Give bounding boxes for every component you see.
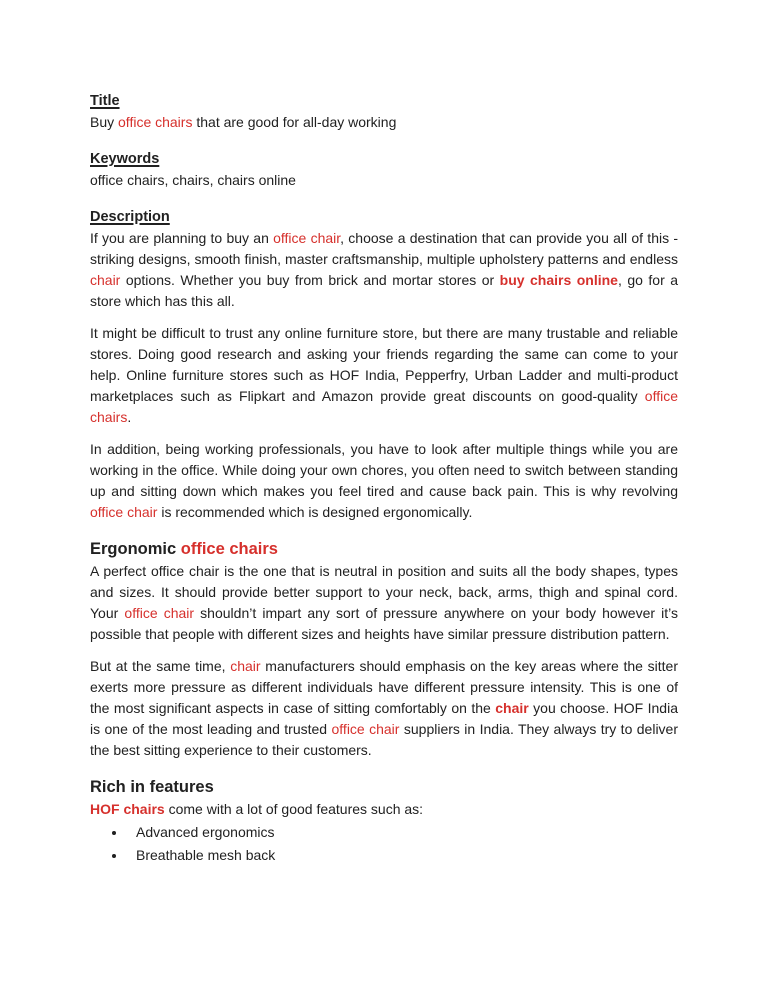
keyword-office-chair: office chair (273, 230, 341, 246)
text-segment: In addition, being working professionals, you have to look after multiple things while you are working in the office. While doing your own chores, you often need to switch between standing up and sitting down which makes you feel tired and cause back pain. This is why revolving (90, 441, 678, 499)
description-paragraph-2 (90, 323, 678, 428)
keyword-buy-chairs-online: buy chairs online (499, 272, 618, 288)
keyword-chair: chair (90, 272, 121, 288)
text-segment: , go for a store which has this all. (90, 272, 679, 309)
keyword-office-chairs: office chairs (90, 388, 678, 425)
section-features (90, 776, 678, 866)
keywords-heading: Keywords (90, 151, 160, 167)
ergonomic-paragraph-2 (90, 656, 678, 761)
text-segment: suppliers in India. They always try to deliver the best sitting experience to their customers. (90, 721, 679, 758)
text-segment: come with a lot of good features such as: (164, 801, 424, 817)
section-keywords (90, 148, 678, 191)
keyword-office-chairs: office chairs (118, 114, 193, 130)
ergonomic-heading (90, 538, 678, 561)
heading-text: Ergonomic (90, 540, 181, 558)
list-item: • Advanced ergonomics (127, 822, 678, 843)
text-segment: options. Whether you buy from brick and mortar stores or (120, 272, 500, 288)
list-item: • Breathable mesh back (127, 845, 678, 866)
description-paragraph-1 (90, 228, 678, 312)
keyword-hof-chairs: HOF chairs (90, 801, 165, 817)
title-text (90, 112, 678, 133)
keyword-office-chairs: office chairs (180, 540, 278, 558)
keyword-office-chair: office chair (124, 605, 195, 621)
text-segment: It might be difficult to trust any online furniture store, but there are many trustable and reliable stores. Doing good research and asking your friends regarding the same can come to your help. Online furniture stores such as HOF India, Pepperfry, Urban Ladder and multi-product marketplaces such as Flipkart and Amazon provide great discounts on good-quality (90, 325, 678, 404)
keyword-office-chair: office chair (331, 721, 400, 737)
text-segment: manufacturers should emphasis on the key areas where the sitter exerts more pressure as different individuals have different pressure intensity. This is one of the most significant aspects in case of sitting comfortably on the (90, 658, 678, 716)
keyword-office-chair: office chair (90, 504, 158, 520)
text-segment: you choose. HOF India is one of the most leading and trusted (90, 700, 678, 737)
title-heading: Title (90, 93, 120, 109)
text-segment: Buy (90, 114, 119, 130)
section-ergonomic (90, 538, 678, 761)
ergonomic-paragraph-1 (90, 561, 678, 645)
section-title (90, 90, 678, 133)
keyword-chair-bold: chair (495, 700, 529, 716)
text-segment: that are good for all-day working (192, 114, 397, 130)
description-heading: Description (90, 209, 170, 225)
text-segment: shouldn’t impart any sort of pressure anywhere on your body however it’s possible that people with different sizes and heights have similar pressure distribution pattern. (90, 605, 679, 642)
text-segment: . (127, 409, 132, 425)
keyword-chair: chair (230, 658, 261, 674)
text-segment: If you are planning to buy an (90, 230, 274, 246)
keywords-text: office chairs, chairs, chairs online (90, 172, 296, 188)
text-segment: A perfect office chair is the one that is neutral in position and suits all the body shapes, types and sizes. It should provide better support to your neck, back, arms, thigh and spinal cord. Your (90, 563, 678, 621)
section-description (90, 206, 678, 523)
features-intro (90, 799, 678, 820)
text-segment: , choose a destination that can provide you all of this - striking designs, smooth finish, master craftsmanship, multiple upholstery patterns and endless (90, 230, 679, 267)
features-list (90, 822, 678, 866)
text-segment: is recommended which is designed ergonomically. (157, 504, 473, 520)
document-page (90, 90, 678, 868)
description-paragraph-3 (90, 439, 678, 523)
text-segment: But at the same time, (90, 658, 231, 674)
features-heading: Rich in features (90, 778, 214, 796)
